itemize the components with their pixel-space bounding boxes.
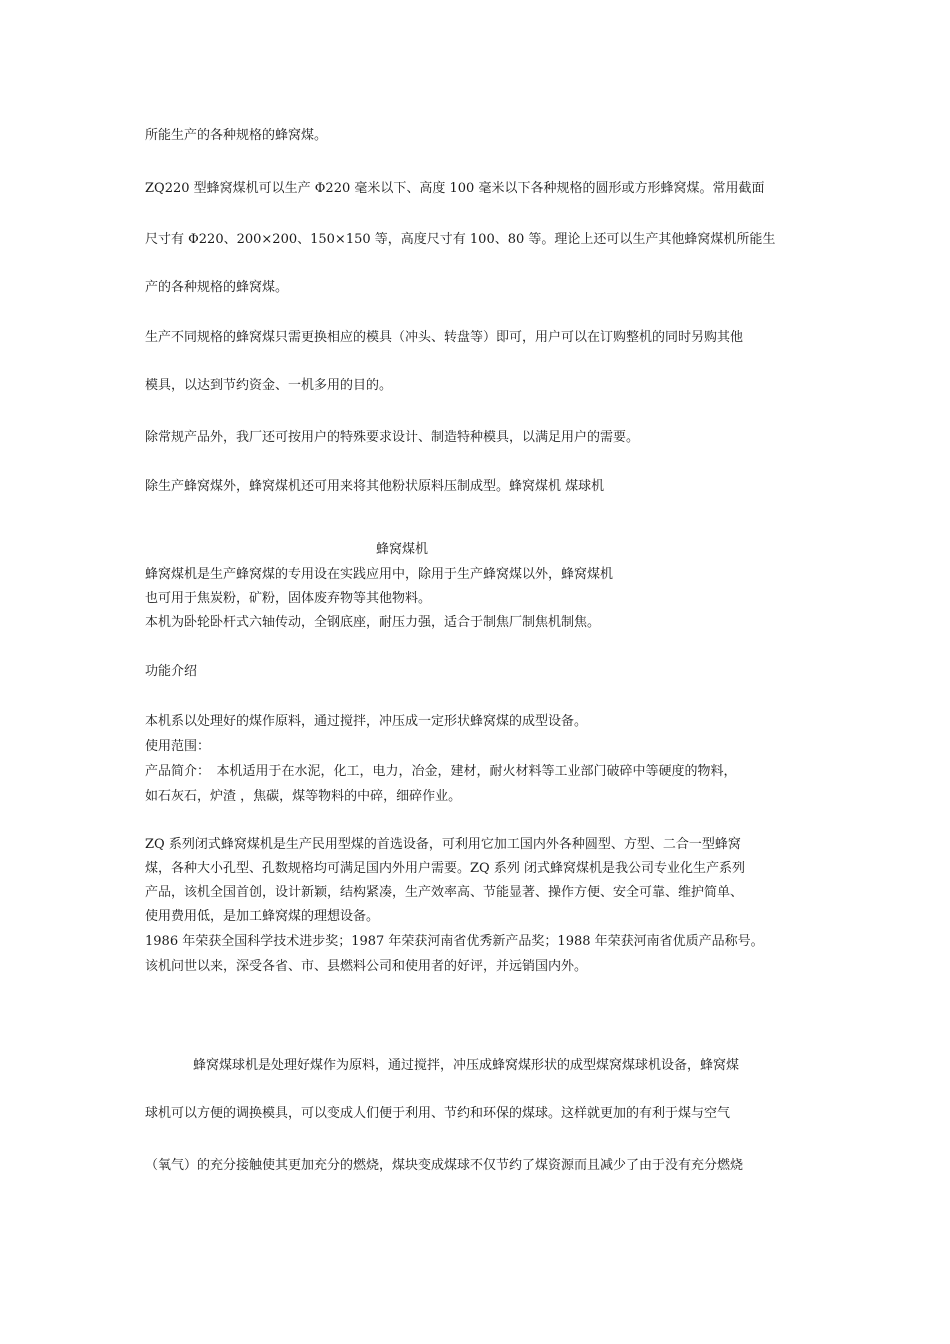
paragraph-line: 使用费用低，是加工蜂窝煤的理想设备。 bbox=[145, 909, 380, 924]
paragraph-line: 使用范围： bbox=[145, 739, 211, 754]
paragraph-line: 蜂窝煤球机是处理好煤作为原料，通过搅拌，冲压成蜂窝煤形状的成型煤窝煤球机设备，蜂窝煤 bbox=[193, 1058, 740, 1073]
paragraph-line: 尺寸有 Φ220、200×200、150×150 等，高度尺寸有 100、80 等。理论上还可以生产其他蜂窝煤机所能生 bbox=[145, 232, 776, 247]
paragraph-line: 蜂窝煤机是生产蜂窝煤的专用设在实践应用中，除用于生产蜂窝煤以外，蜂窝煤机 bbox=[145, 567, 614, 582]
paragraph-line: 产的各种规格的蜂窝煤。 bbox=[145, 280, 289, 295]
paragraph-line: 生产不同规格的蜂窝煤只需更换相应的模具（冲头、转盘等）即可，用户可以在订购整机的同时另购其他 bbox=[145, 330, 744, 345]
paragraph-line: 产品，该机全国首创，设计新颖，结构紧凑，生产效率高、节能显著、操作方便、安全可靠、维护简单、 bbox=[145, 885, 744, 900]
paragraph-line: 产品简介： 本机适用于在水泥，化工，电力，冶金，建材，耐火材料等工业部门破碎中等硬度的物料， bbox=[145, 764, 737, 779]
paragraph-line: 该机问世以来，深受各省、市、县燃料公司和使用者的好评，并远销国内外。 bbox=[145, 959, 588, 974]
subsection-heading: 功能介绍 bbox=[145, 664, 198, 679]
paragraph-line: 本机为卧轮卧杆式六轴传动，全钢底座，耐压力强，适合于制焦厂制焦机制焦。 bbox=[145, 615, 601, 630]
paragraph-line: 除生产蜂窝煤外，蜂窝煤机还可用来将其他粉状原料压制成型。蜂窝煤机 煤球机 bbox=[145, 479, 605, 494]
paragraph-line: 除常规产品外，我厂还可按用户的特殊要求设计、制造特种模具，以满足用户的需要。 bbox=[145, 430, 640, 445]
paragraph-line: （氧气）的充分接触使其更加充分的燃烧，煤块变成煤球不仅节约了煤资源而且减少了由于没有充分燃烧 bbox=[145, 1158, 744, 1173]
paragraph-line: 煤，各种大小孔型、孔数规格均可满足国内外用户需要。ZQ 系列 闭式蜂窝煤机是我公司专业化生产系列 bbox=[145, 861, 745, 876]
paragraph-line: 所能生产的各种规格的蜂窝煤。 bbox=[145, 128, 328, 143]
paragraph-line: 模具，以达到节约资金、一机多用的目的。 bbox=[145, 378, 393, 393]
paragraph-line: 1986 年荣获全国科学技术进步奖；1987 年荣获河南省优秀新产品奖；1988 年荣获河南省优质产品称号。 bbox=[145, 934, 764, 949]
paragraph-line: 也可用于焦炭粉，矿粉，固体废弃物等其他物料。 bbox=[145, 591, 432, 606]
paragraph-line: 本机系以处理好的煤作原料，通过搅拌，冲压成一定形状蜂窝煤的成型设备。 bbox=[145, 714, 588, 729]
paragraph-line: 如石灰石，炉渣 ，焦碳，煤等物料的中碎，细碎作业。 bbox=[145, 789, 462, 804]
section-heading: 蜂窝煤机 bbox=[376, 542, 429, 557]
paragraph-line: ZQ220 型蜂窝煤机可以生产 Φ220 毫米以下、高度 100 毫米以下各种规格的圆形或方形蜂窝煤。常用截面 bbox=[145, 181, 765, 196]
paragraph-line: 球机可以方便的调换模具，可以变成人们便于利用、节约和环保的煤球。这样就更加的有利于煤与空气 bbox=[145, 1106, 731, 1121]
paragraph-line: ZQ 系列闭式蜂窝煤机是生产民用型煤的首选设备，可利用它加工国内外各种圆型、方型、二合一型蜂窝 bbox=[145, 837, 741, 852]
